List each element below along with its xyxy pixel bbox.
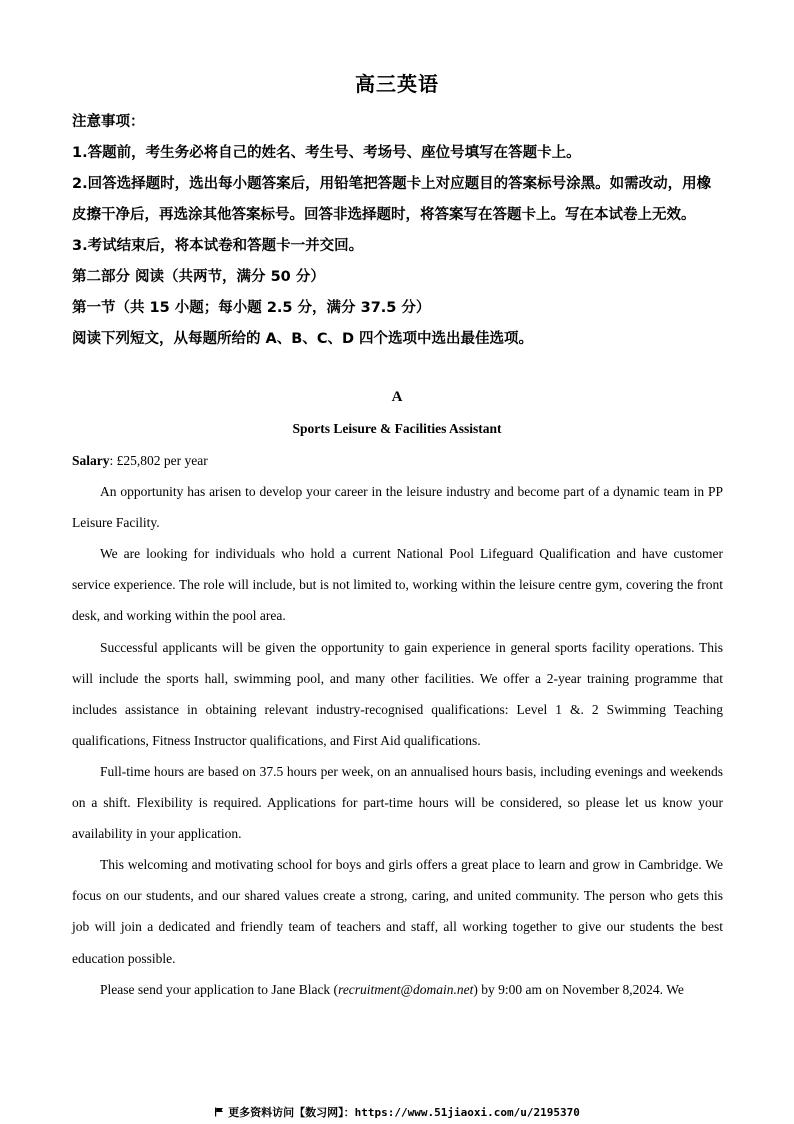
part-heading: 第二部分 阅读（共两节，满分 50 分） bbox=[72, 269, 325, 285]
recruitment-email: recruitment@domain.net bbox=[338, 981, 474, 997]
passage-letter: A bbox=[391, 389, 403, 405]
flag-icon bbox=[214, 1107, 224, 1117]
section-heading: 第一节（共 15 小题；每小题 2.5 分，满分 37.5 分） bbox=[72, 300, 431, 316]
passage-title: Sports Leisure & Facilities Assistant bbox=[292, 421, 502, 436]
notes-item-2: 2.回答选择题时，选出每小题答案后，用铅笔把答题卡上对应题目的答案标号涂黑。如需改动，用橡皮擦干净后，再选涂其他答案标号。回答非选择题时，将答案写在答题卡上。写在本试卷上无效。 bbox=[72, 176, 712, 223]
paragraph-2: We are looking for individuals who hold a current National Pool Lifeguard Qualification and have customer service experience. The role will include, but is not limited to, working within the leisure centre gym, covering the front desk, and working within the pool area. bbox=[72, 546, 723, 624]
paragraph-5: This welcoming and motivating school for boys and girls offers a great place to learn and grow in Cambridge. We focus on our students, and our shared values create a strong, caring, and united community. The person who gets this job will join a dedicated and friendly team of teachers and staff, all working together to give our students the best education possible. bbox=[72, 857, 723, 966]
footer bbox=[0, 1104, 794, 1120]
application-text-before: Please send your application to Jane Black ( bbox=[100, 981, 339, 997]
passage-body bbox=[72, 445, 723, 1005]
notes-heading: 注意事项： bbox=[72, 114, 145, 130]
paragraph-4: Full-time hours are based on 37.5 hours per week, on an annualised hours basis, including evenings and weekends on a shift. Flexibility is required. Applications for part-time hours will be considered, so please let us know your availability in your application. bbox=[72, 763, 723, 842]
salary-value: : £25,802 per year bbox=[109, 453, 208, 468]
notes-item-1: 1.答题前，考生务必将自己的姓名、考生号、考场号、座位号填写在答题卡上。 bbox=[72, 145, 581, 161]
paragraph-6 bbox=[72, 974, 723, 1005]
exam-title: 高三英语 bbox=[355, 72, 439, 96]
footer-link[interactable]: 更多资料访问【数习网】：https://www.51jiaoxi.com/u/2195370 bbox=[228, 1106, 580, 1119]
paragraph-3: Successful applicants will be given the opportunity to gain experience in general sports facility operations. This will include the sports hall, swimming pool, and many other facilities. We offer a 2-year training programme that includes assistance in obtaining relevant industry-recognised qualifications: Level 1 &. 2 Swimming Teaching qualifications, Fitness Instructor qualifications, and First Aid qualifications. bbox=[72, 639, 723, 748]
instruction: 阅读下列短文，从每题所给的 A、B、C、D 四个选项中选出最佳选项。 bbox=[72, 331, 534, 347]
application-text-after: ) by 9:00 am on November 8,2024. We bbox=[473, 981, 684, 997]
salary-line bbox=[72, 445, 723, 476]
exam-notes bbox=[72, 107, 724, 355]
notes-item-3: 3.考试结束后，将本试卷和答题卡一并交回。 bbox=[72, 238, 364, 254]
salary-label: Salary bbox=[72, 453, 110, 468]
paragraph-1: An opportunity has arisen to develop your career in the leisure industry and become part of a dynamic team in PP Leisure Facility. bbox=[72, 484, 723, 531]
